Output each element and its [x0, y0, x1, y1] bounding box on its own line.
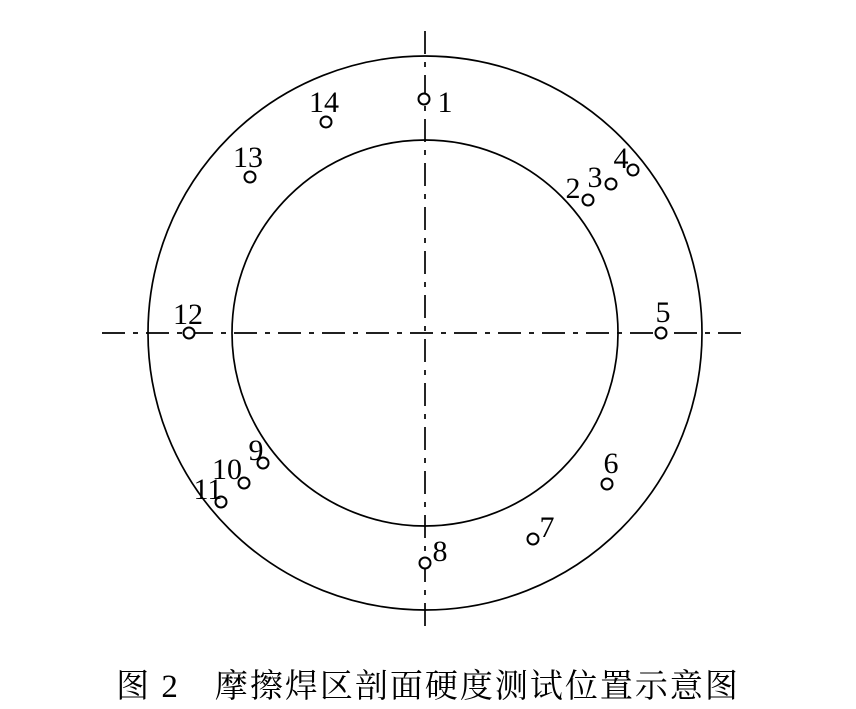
test-point-label-1: 1 — [437, 86, 453, 119]
test-point-label-6: 6 — [603, 447, 619, 480]
test-point-6 — [602, 479, 613, 490]
test-point-label-11: 11 — [193, 473, 223, 506]
test-point-label-13: 13 — [233, 141, 263, 174]
test-point-3 — [606, 179, 617, 190]
test-point-label-2: 2 — [565, 172, 581, 205]
test-point-label-14: 14 — [309, 86, 339, 119]
test-point-8 — [420, 558, 431, 569]
test-point-1 — [419, 94, 430, 105]
test-point-label-10: 10 — [212, 453, 242, 486]
test-point-label-4: 4 — [613, 142, 629, 175]
test-point-5 — [656, 328, 667, 339]
test-point-label-3: 3 — [587, 161, 603, 194]
figure-caption: 图 2 摩擦焊区剖面硬度测试位置示意图 — [116, 669, 740, 705]
test-point-label-9: 9 — [248, 434, 264, 467]
test-point-label-8: 8 — [432, 535, 448, 568]
test-point-7 — [528, 534, 539, 545]
test-point-4 — [628, 165, 639, 176]
test-point-label-12: 12 — [173, 298, 203, 331]
test-point-2 — [583, 195, 594, 206]
test-point-label-5: 5 — [655, 296, 671, 329]
test-point-label-7: 7 — [539, 511, 555, 544]
